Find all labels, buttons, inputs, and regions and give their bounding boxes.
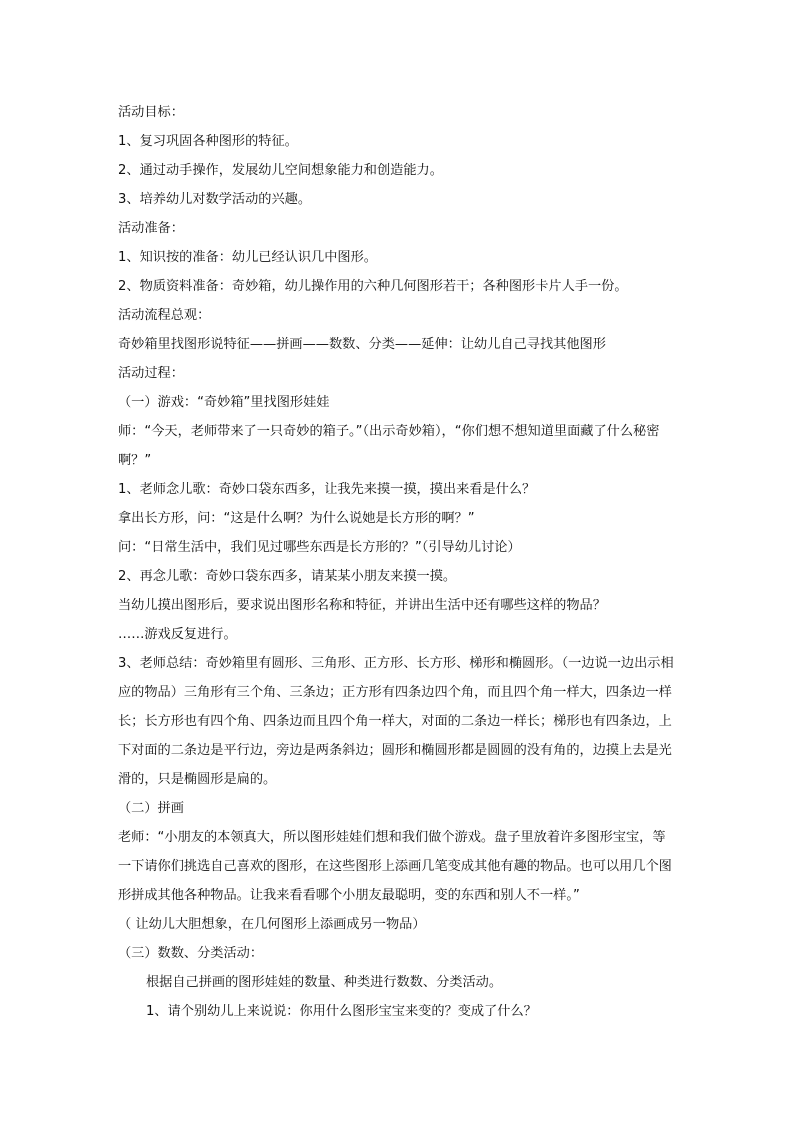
section-1-title: （一）游戏：“奇妙箱”里找图形娃娃 <box>118 395 330 410</box>
prep-item-1: 1、知识按的准备：幼儿已经认识几中图形。 <box>118 250 377 265</box>
goal-item-1: 1、复习巩固各种图形的特征。 <box>118 134 298 149</box>
counting-description: 根据自己拼画的图形娃娃的数量、种类进行数数、分类活动。 <box>146 975 503 990</box>
step-2-detail: 当幼儿摸出图形后，要求说出图形名称和特征，并讲出生活中还有哪些这样的物品？ <box>118 598 606 613</box>
teacher-intro-paragraph: 师：“今天，老师带来了一只奇妙的箱子。”（出示奇妙箱），“你们想不想知道里面藏了什么秘密啊？” <box>118 424 660 468</box>
prep-item-2: 2、物质资料准备：奇妙箱，幼儿操作用的六种几何图形若干；各种图形卡片人手一份。 <box>118 279 628 294</box>
drawing-note: （ 让幼儿大胆想象，在几何图形上添画成另一物品） <box>118 917 426 932</box>
document-body <box>118 98 678 1026</box>
teacher-summary-paragraph: 3、老师总结：奇妙箱里有圆形、三角形、正方形、长方形、梯形和椭圆形。（一边说一边出示相应的物品）三角形有三个角、三条边；正方形有四条边四个角，而且四个角一样大，四条边一样长；长方形也有四个角、四条边而且四个角一样大，对面的二条边一样长；梯形也有四条边，上下对面的二条边是平行边，旁边是两条斜边；圆形和椭圆形都是圆圆的没有角的，边摸上去是光滑的，只是椭圆形是扁的。 <box>118 656 674 787</box>
flow-overview-text: 奇妙箱里找图形说特征——拼画——数数、分类——延伸：让幼儿自己寻找其他图形 <box>118 337 606 352</box>
daily-life-question: 问：“日常生活中，我们见过哪些东西是长方形的？”（引导幼儿讨论） <box>118 540 521 555</box>
goal-item-2: 2、通过动手操作，发展幼儿空间想象能力和创造能力。 <box>118 163 443 178</box>
rectangle-question: 拿出长方形，问：“这是什么啊？为什么说她是长方形的啊？” <box>118 511 475 526</box>
section-2-title: （二）拼画 <box>118 801 184 816</box>
goal-item-3: 3、培养幼儿对数学活动的兴趣。 <box>118 192 312 207</box>
section-3-title: （三）数数、分类活动： <box>118 946 264 961</box>
step-1: 1、老师念儿歌：奇妙口袋东西多，让我先来摸一摸，摸出来看是什么？ <box>118 482 536 497</box>
counting-step-1: 1、请个别幼儿上来说说：你用什么图形宝宝来变的？变成了什么？ <box>146 1004 537 1019</box>
heading-preparation: 活动准备： <box>118 221 184 236</box>
heading-goals: 活动目标： <box>118 105 184 120</box>
step-2: 2、再念儿歌：奇妙口袋东西多，请某某小朋友来摸一摸。 <box>118 569 457 584</box>
heading-flow-overview: 活动流程总观： <box>118 308 211 323</box>
heading-process: 活动过程： <box>118 366 184 381</box>
game-repeat-note: ……游戏反复进行。 <box>118 627 237 642</box>
drawing-instructions-paragraph: 老师：“小朋友的本领真大，所以图形娃娃们想和我们做个游戏。盘子里放着许多图形宝宝，等一下请你们挑选自己喜欢的图形，在这些图形上添画几笔变成其他有趣的物品。也可以用几个图形拼成其他各种物品。让我来看看哪个小朋友最聪明，变的东西和别人不一样。” <box>118 830 672 903</box>
